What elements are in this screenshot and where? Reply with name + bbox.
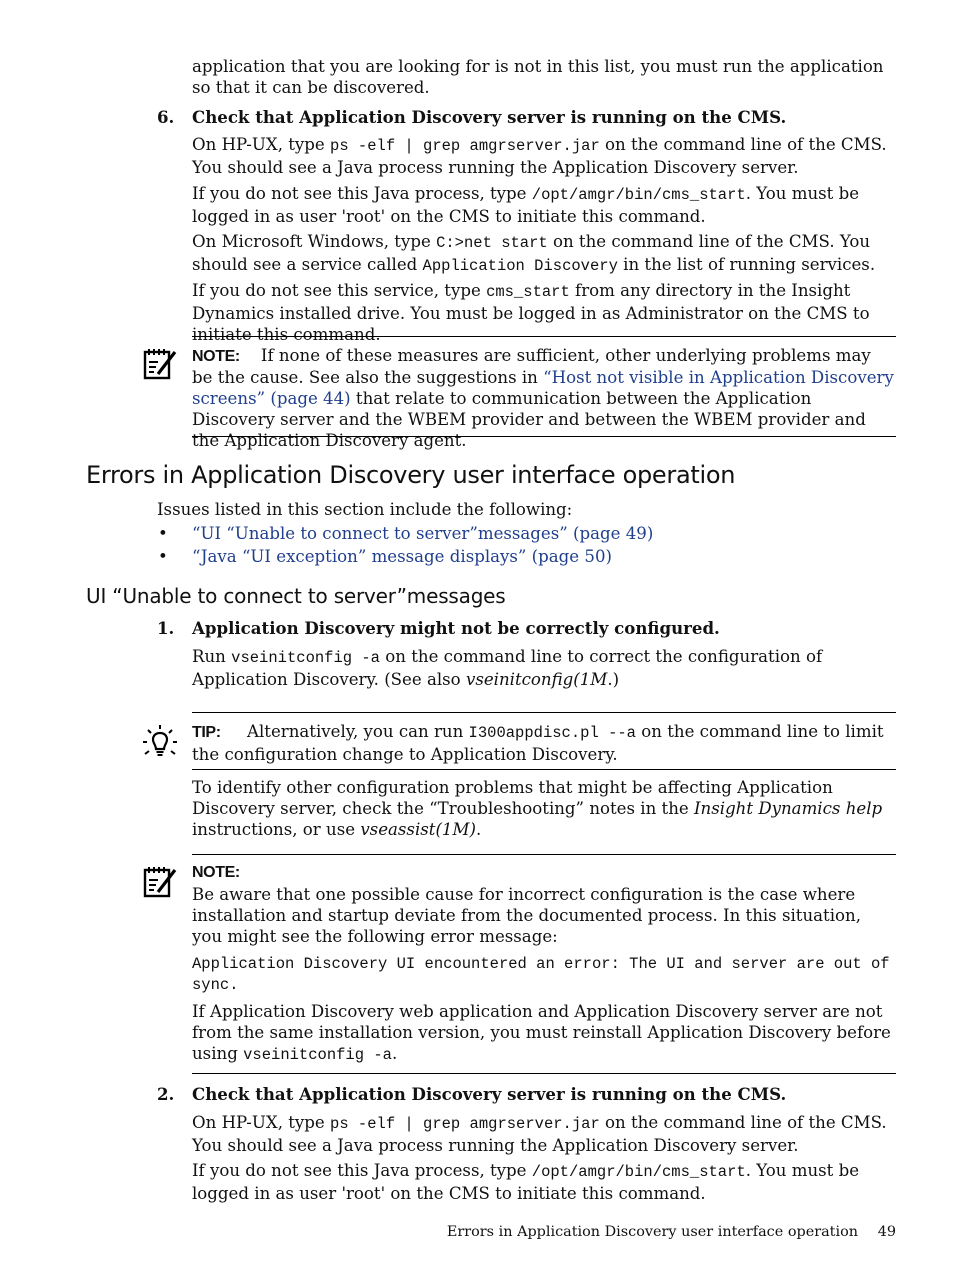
text: from any directory in the Insight Dynamics installed drive. You must be logged in as Administrator on the CMS to initiate this command. <box>192 281 870 344</box>
text: Alternatively, you can run <box>247 722 469 741</box>
text-italic: vseinitconfig(1M <box>465 670 608 689</box>
code-inline: vseinitconfig -a <box>243 1046 392 1064</box>
paragraph <box>192 134 904 178</box>
step-number: 2. <box>157 1084 175 1104</box>
step-heading: Check that Application Discovery server is running on the CMS. <box>192 107 787 127</box>
text: on the command line to limit the configuration change to Application Discovery. <box>192 722 884 764</box>
text-italic: vseassist(1M) <box>360 820 476 839</box>
section-intro: Issues listed in this section include the following: <box>157 500 573 519</box>
text: . <box>391 1044 398 1063</box>
text: . You must be logged in as user 'root' on the CMS to initiate this command. <box>192 1161 860 1203</box>
lightbulb-icon <box>142 724 178 760</box>
step-number: 6. <box>157 107 175 127</box>
text: Run <box>192 647 232 666</box>
note-icon <box>142 346 178 382</box>
subsection-heading: UI “Unable to connect to server”messages <box>86 584 506 608</box>
text: If none of these measures are sufficient, other underlying problems may be the cause. See also the suggestions in <box>192 346 871 387</box>
text: in the list of running services. <box>617 255 876 274</box>
bullet-link-ui-exception[interactable]: “Java “UI exception” message displays” (page 50) <box>192 547 612 566</box>
tip-bottom-rule <box>192 769 896 770</box>
code-inline: vseinitconfig -a <box>231 649 380 667</box>
code-inline: C:>net start <box>436 234 548 252</box>
text: . <box>475 820 482 839</box>
note-label: NOTE: <box>192 864 240 881</box>
note-bottom-rule <box>192 436 896 437</box>
page-number: 49 <box>877 1224 896 1240</box>
code-inline: /opt/amgr/bin/cms_start <box>531 186 746 204</box>
text-italic: Insight Dynamics help <box>694 799 883 818</box>
note-icon <box>142 864 178 900</box>
paragraph <box>192 231 904 277</box>
text: If Application Discovery web application and Application Discovery server are not from the same installation version, you must reinstall Application Discovery before using <box>192 1002 891 1063</box>
text: To identify other configuration problems that might be affecting Application Discovery server, check the “Troubleshooting” notes in the <box>192 778 833 818</box>
step-heading: Application Discovery might not be correctly configured. <box>192 618 720 638</box>
step-heading: Check that Application Discovery server is running on the CMS. <box>192 1084 787 1104</box>
note-label: NOTE: <box>192 348 240 365</box>
text: On Microsoft Windows, type <box>192 232 437 251</box>
code-inline: ps -elf | grep amgrserver.jar <box>330 1115 600 1133</box>
cross-reference-link[interactable]: “Host not visible in Application Discovery screens” (page 44) <box>192 368 894 408</box>
code-inline: /opt/amgr/bin/cms_start <box>531 1163 746 1181</box>
step-number: 1. <box>157 618 175 638</box>
tip-top-rule <box>192 712 896 713</box>
paragraph <box>192 777 896 840</box>
note-bottom-rule <box>192 1073 896 1074</box>
paragraph <box>192 646 904 690</box>
text: that relate to communication between the Application Discovery server and the WBEM provider and between the WBEM provider and the Application Discovery agent. <box>192 389 866 450</box>
code-inline: ps -elf | grep amgrserver.jar <box>330 137 600 155</box>
text: .) <box>607 670 620 689</box>
bullet-marker: • <box>158 524 168 543</box>
tip-text <box>192 721 896 765</box>
paragraph <box>192 1112 904 1156</box>
note-paragraph <box>192 1001 896 1066</box>
code-inline: Application Discovery <box>422 257 618 275</box>
continuation-paragraph: application that you are looking for is not in this list, you must run the application so that it can be discovered. <box>192 57 884 97</box>
note-paragraph: Be aware that one possible cause for incorrect configuration is the case where installation and startup deviate from the documented process. In this situation, you might see the following error message: <box>192 885 861 946</box>
text: on the command line of the CMS. You should see a Java process running the Application Discovery server. <box>192 1113 887 1155</box>
tip-label: TIP: <box>192 724 221 741</box>
code-inline: I300appdisc.pl --a <box>468 724 636 742</box>
text: on the command line of the CMS. You should see a Java process running the Application Discovery server. <box>192 135 887 177</box>
text: . You must be logged in as user 'root' on the CMS to initiate this command. <box>192 184 860 226</box>
note-top-rule <box>192 336 896 337</box>
note-top-rule <box>192 854 896 855</box>
text: If you do not see this Java process, type <box>192 184 532 203</box>
code-inline: cms_start <box>486 283 570 301</box>
paragraph <box>192 183 904 227</box>
text: instructions, or use <box>192 820 361 839</box>
footer-title: Errors in Application Discovery user interface operation <box>446 1224 858 1240</box>
section-heading: Errors in Application Discovery user interface operation <box>86 461 736 489</box>
text: If you do not see this Java process, type <box>192 1161 532 1180</box>
text: on the command line to correct the configuration of Application Discovery. (See also <box>192 647 823 689</box>
text: On HP-UX, type <box>192 1113 331 1132</box>
bullet-link-unable-to-connect[interactable]: “UI “Unable to connect to server”messages” (page 49) <box>192 524 654 543</box>
text: on the command line of the CMS. You should see a service called <box>192 232 871 274</box>
error-message-code: Application Discovery UI encountered an error: The UI and server are out of sync. <box>192 955 890 994</box>
bullet-marker: • <box>158 547 168 566</box>
text: On HP-UX, type <box>192 135 331 154</box>
paragraph <box>192 1160 904 1204</box>
text: If you do not see this service, type <box>192 281 487 300</box>
